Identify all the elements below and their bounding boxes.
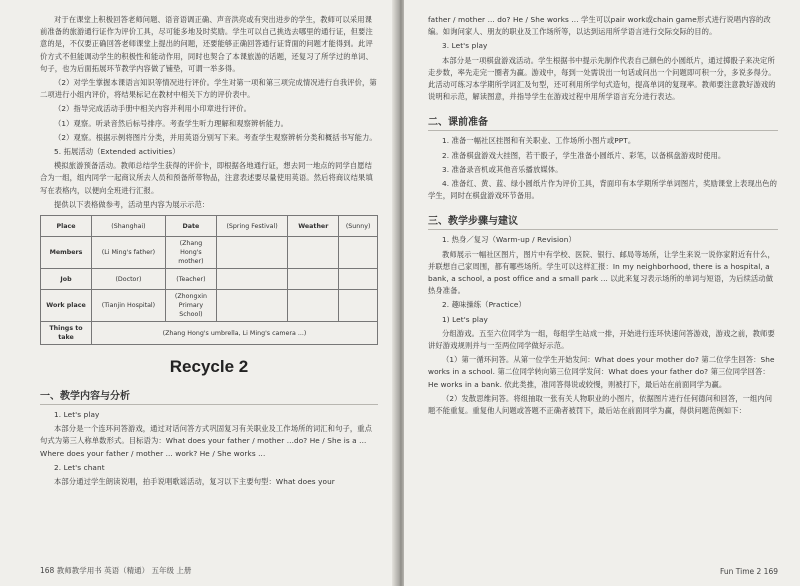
recycle-title: Recycle 2 [169,357,249,377]
table-cell [288,237,339,269]
paragraph: 本部分是一项棋盘游戏活动。学生根据书中提示先制作代表自己颜色的小圆纸片，通过掷骰子来决定所走步数，率先走完一圈者为赢。游戏中，每到一处需说出一句话或问出一个问题即可积一分，多说多得分。此活动可练习本学期所学词汇及句型，还可利用所学句式造句，提高单词的复现率。教师要注意教好游戏的说明和示范，解读图意，并指导学生在游戏过程中用所学语言充分进行表达。 [428,55,776,102]
list-item: 1. 准备一幅社区挂图和有关职业、工作场所小图片或PPT。 [442,136,636,146]
table-cell: Date [165,216,216,237]
paragraph: （1）观察。听录音然后标号排序。考查学生听力理解和观察辨析能力。 [54,118,289,128]
list-item: 4. 准备红、黄、蓝、绿小圆纸片作为评价工具，背面印有本学期所学单词图片，奖励课堂上表现出色的学生，同时在棋盘游戏环节备用。 [428,179,778,201]
section-heading: 三、教学步骤与建议 [428,212,778,230]
table-row [41,237,378,269]
table-cell: Work place [41,290,92,322]
table-row [41,322,378,345]
list-item: 2. 准备棋盘游戏大挂图，若干骰子，学生准备小圆纸片、彩笔，以备棋盘游戏时使用。 [442,150,726,160]
paragraph: 本部分通过学生朗读说唱，拍手说唱歌谣活动，复习以下主要句型：What does your [54,477,335,487]
planning-table [40,215,378,345]
table-cell [339,269,378,290]
table-cell [216,237,287,269]
table-cell: (Zhang Hong's mother) [165,237,216,269]
paragraph: father / mother ... do? He / She works ... 学生可以pair work或chain game形式进行说唱内容的改编。如询问家人、朋友的职业及工作场所等，以达到运用所学语言进行交际交际的目的。 [428,15,771,37]
table-cell [288,290,339,322]
paragraph: 提供以下表格做参考，活动里内容为展示示范： [54,199,210,209]
table-cell: (Spring Festival) [216,216,287,237]
table-cell: Job [41,269,92,290]
table-cell: (Zhongxin Primary School) [165,290,216,322]
table-cell: Weather [288,216,339,237]
table-cell: (Doctor) [92,269,166,290]
paragraph: 3. Let's play [442,41,488,51]
table-header-row [41,216,378,237]
paragraph: 本部分是一个连环问答游戏，通过对话问答方式巩固复习有关职业及工作场所的词汇和句子，重点句式为第三人称单数形式。目标语为：What does your father / mother ...do? He / She is a ... Where does your father / mother ... work? He / She works ... [40,424,373,458]
paragraph: （2）观察。根据示例将图片分类，并用英语分别写下来。考查学生观察辨析分类和概括书写能力。 [54,132,377,142]
page-footer: 168 教师教学用书 英语（精通） 五年级 上册 [40,566,192,575]
paragraph: （2）发散思维问答。将组抽取一张有关人物职业的小图片，依据图片进行任何德问和回答，一组内问题不能重复。重复他人问题或答题不正确者被罚下，最后站在前面同学为赢，得供问题范例如下： [428,393,773,416]
list-item: 3. 准备录音机或其他音乐播放媒体。 [442,164,563,174]
paragraph: 2. 趣味操练（Practice） [442,300,526,310]
table-cell: (Zhang Hong's umbrella, Li Ming's camera ...) [92,322,378,345]
paragraph: 分组游戏。五至六位同学为一组，每组学生站成一排，开始进行连环快速问答游戏，游戏之前，教师要讲好游戏规则并与一至两位同学做好示范。 [428,328,775,351]
table-row [41,290,378,322]
left-page [0,0,398,586]
paragraph: 模拟旅游预备活动。教师总结学生获得的评价卡，即根据各地通行证，想去同一地点的同学自愿结合为一组，组内同学一起商议所去人员和预备所带物品，注意表述要尽量使用英语。然后将商议结果填写在表格内，以便向全班进行汇报。 [40,161,373,195]
table-cell: (Li Ming's father) [92,237,166,269]
paragraph: 1. Let's play [54,410,100,420]
table-cell [216,290,287,322]
table-cell [216,269,287,290]
paragraph: 5. 拓展活动（Extended activities） [54,147,180,157]
section-heading: 二、课前准备 [428,113,778,131]
right-page [404,0,800,586]
paragraph: 1) Let's play [442,314,488,324]
table-cell: Place [41,216,92,237]
paragraph: （2）指导完成活动手册中相关内容并利用小印章进行评价。 [54,104,252,114]
table-cell: (Shanghai) [92,216,166,237]
paragraph: （2）对学生掌握本课语言知识等情况进行评价。学生对第一项和第三项完成情况进行自我评价，第二项进行小组内评价，将结果标记在教材中相关下方的评价表中。 [40,78,377,100]
table-cell: Members [41,237,92,269]
table-cell: (Sunny) [339,216,378,237]
left-column [40,14,378,490]
table-cell: Things to take [41,322,92,345]
paragraph: 对于在课堂上积极回答老师问题、语音语调正确、声音洪亮或有突出进步的学生，教师可以采用课前准备的旅游通行证作为评价工具，尽可能多地及时奖励。学生可以自己挑选去哪里的通行证，但要注意的是，不仅要正确回答老师课堂上提出的问题，还要能够正确回答通行证背面的问题才能得到。此评价方式不但能调动学生的积极性和能动作用，同时也契合了本课旅游的话题，还复习了所学过的单词、句子，也为后面拓展环节教学内容做了铺垫，可谓一举多得。 [40,15,373,73]
paragraph: 教师展示一幅社区图片，图片中有学校、医院、银行、邮局等场所，让学生来说一说你家附近有什么，并联想自己家周围，都有哪些场所。学生可以这样汇报：In my neighborhood, there is a hospital, a bank, a school, a post office and a small park ... 以此来复习表示场所的单词与短语，为后续活动做热身准备。 [428,249,775,296]
table-cell: (Teacher) [165,269,216,290]
section-heading: 一、教学内容与分析 [40,387,378,405]
table-cell: (Tianjin Hospital) [92,290,166,322]
table-row [41,269,378,290]
paragraph: （1）第一循环问答。从第一位学生开始发问：What does your mother do? 第二位学生回答：She works in a school. 第二位同学转向第三位同学发问：What does your father do? 第三位同学回答：He works in a bank. 依此类推，准同答得说或较慢，则被打下，最后站在前面同学为赢。 [428,355,775,389]
paragraph: 2. Let's chant [54,462,105,472]
table-cell [339,237,378,269]
table-cell [339,290,378,322]
paragraph: 1. 热身／复习（Warm-up / Revision） [442,235,576,245]
right-column [428,14,778,419]
table-cell [288,269,339,290]
page-footer: Fun Time 2 169 [719,567,778,576]
